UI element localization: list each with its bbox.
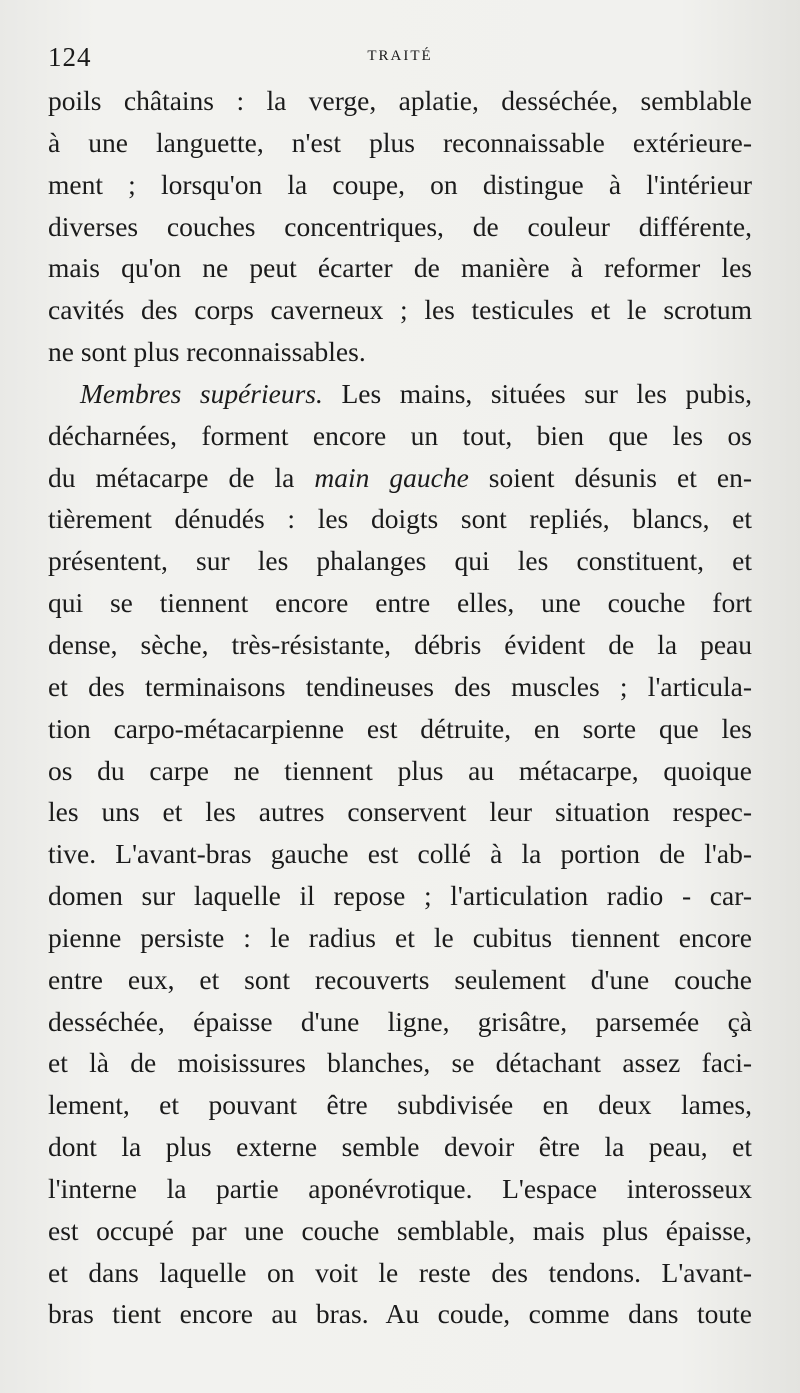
text-line [48,206,752,248]
text-line [48,164,752,206]
text-line [48,289,752,331]
text-segment: tièrement dénudés : les doigts sont repliés, blancs, et [48,503,752,535]
text-line [48,1084,752,1126]
text-line [48,959,752,1001]
text-segment: l'interne la partie aponévrotique. L'espace interosseux [48,1172,752,1204]
text-segment: diverses couches concentriques, de couleur différente, [48,210,752,242]
text-line [48,1168,752,1210]
text-segment: ne sont plus reconnaissables. [48,336,366,368]
text-segment: entre eux, et sont recouverts seulement d'une couche [48,963,752,995]
text-segment: présentent, sur les phalanges qui les constituent, et [48,545,752,577]
text-line [48,750,752,792]
text-segment: ment ; lorsqu'on la coupe, on distingue à l'intérieur [48,168,752,200]
text-segment: du métacarpe de la [48,461,315,493]
text-line [48,122,752,164]
text-segment: dense, sèche, très-résistante, débris évident de la peau [48,628,752,660]
text-line [48,624,752,666]
text-line [48,791,752,833]
text-segment: bras tient encore au bras. Au coude, comme dans toute [48,1298,752,1330]
text-segment: Les mains, situées sur les pubis, [322,377,753,409]
text-line [48,582,752,624]
text-segment: domen sur laquelle il repose ; l'articulation radio - car- [48,880,752,912]
text-segment: soient désunis et en- [468,461,752,493]
italic-text-segment: Membres supérieurs. [80,377,323,409]
text-line [48,247,752,289]
text-line [48,80,752,122]
page-number: 124 [48,42,92,72]
text-line [48,1126,752,1168]
text-line [48,708,752,750]
text-segment: et là de moisissures blanches, se détachant assez faci- [48,1047,752,1079]
text-segment: tion carpo-métacarpienne est détruite, en sorte que les [48,712,752,744]
text-segment: à une languette, n'est plus reconnaissable extérieure- [48,126,752,158]
italic-text-segment: main gauche [314,461,469,493]
text-segment: desséchée, épaisse d'une ligne, grisâtre, parsemée çà [48,1005,752,1037]
text-line [48,498,752,540]
text-line [48,373,752,415]
text-line [48,833,752,875]
text-segment: est occupé par une couche semblable, mais plus épaisse, [48,1214,752,1246]
text-line [48,1252,752,1294]
body-text [48,80,752,1335]
text-segment: décharnées, forment encore un tout, bien que les os [48,419,752,451]
text-line [48,917,752,959]
text-segment: qui se tiennent encore entre elles, une couche fort [48,587,752,619]
text-segment: pienne persiste : le radius et le cubitus tiennent encore [48,921,752,953]
text-segment: poils châtains : la verge, aplatie, desséchée, semblable [48,85,752,116]
text-line [48,1210,752,1252]
text-segment: lement, et pouvant être subdivisée en deux lames, [48,1089,752,1121]
text-line [48,540,752,582]
text-segment: et dans laquelle on voit le reste des tendons. L'avant- [48,1256,752,1288]
text-segment: cavités des corps caverneux ; les testicules et le scrotum [48,294,752,326]
text-segment: dont la plus externe semble devoir être la peau, et [48,1131,752,1163]
text-line [48,666,752,708]
text-segment: mais qu'on ne peut écarter de manière à reformer les [48,252,752,284]
text-line [48,1293,752,1335]
text-segment: os du carpe ne tiennent plus au métacarpe, quoique [48,754,752,786]
text-line [48,331,752,373]
text-segment: les uns et les autres conservent leur situation respec- [48,796,752,828]
text-segment: tive. L'avant-bras gauche est collé à la portion de l'ab- [48,838,752,870]
text-line [48,1042,752,1084]
text-line [48,875,752,917]
text-segment: et des terminaisons tendineuses des muscles ; l'articula- [48,670,752,702]
text-line [48,1001,752,1043]
text-line [48,457,752,499]
page-header [48,42,752,82]
text-line [48,415,752,457]
running-title: TRAITÉ [367,48,433,64]
